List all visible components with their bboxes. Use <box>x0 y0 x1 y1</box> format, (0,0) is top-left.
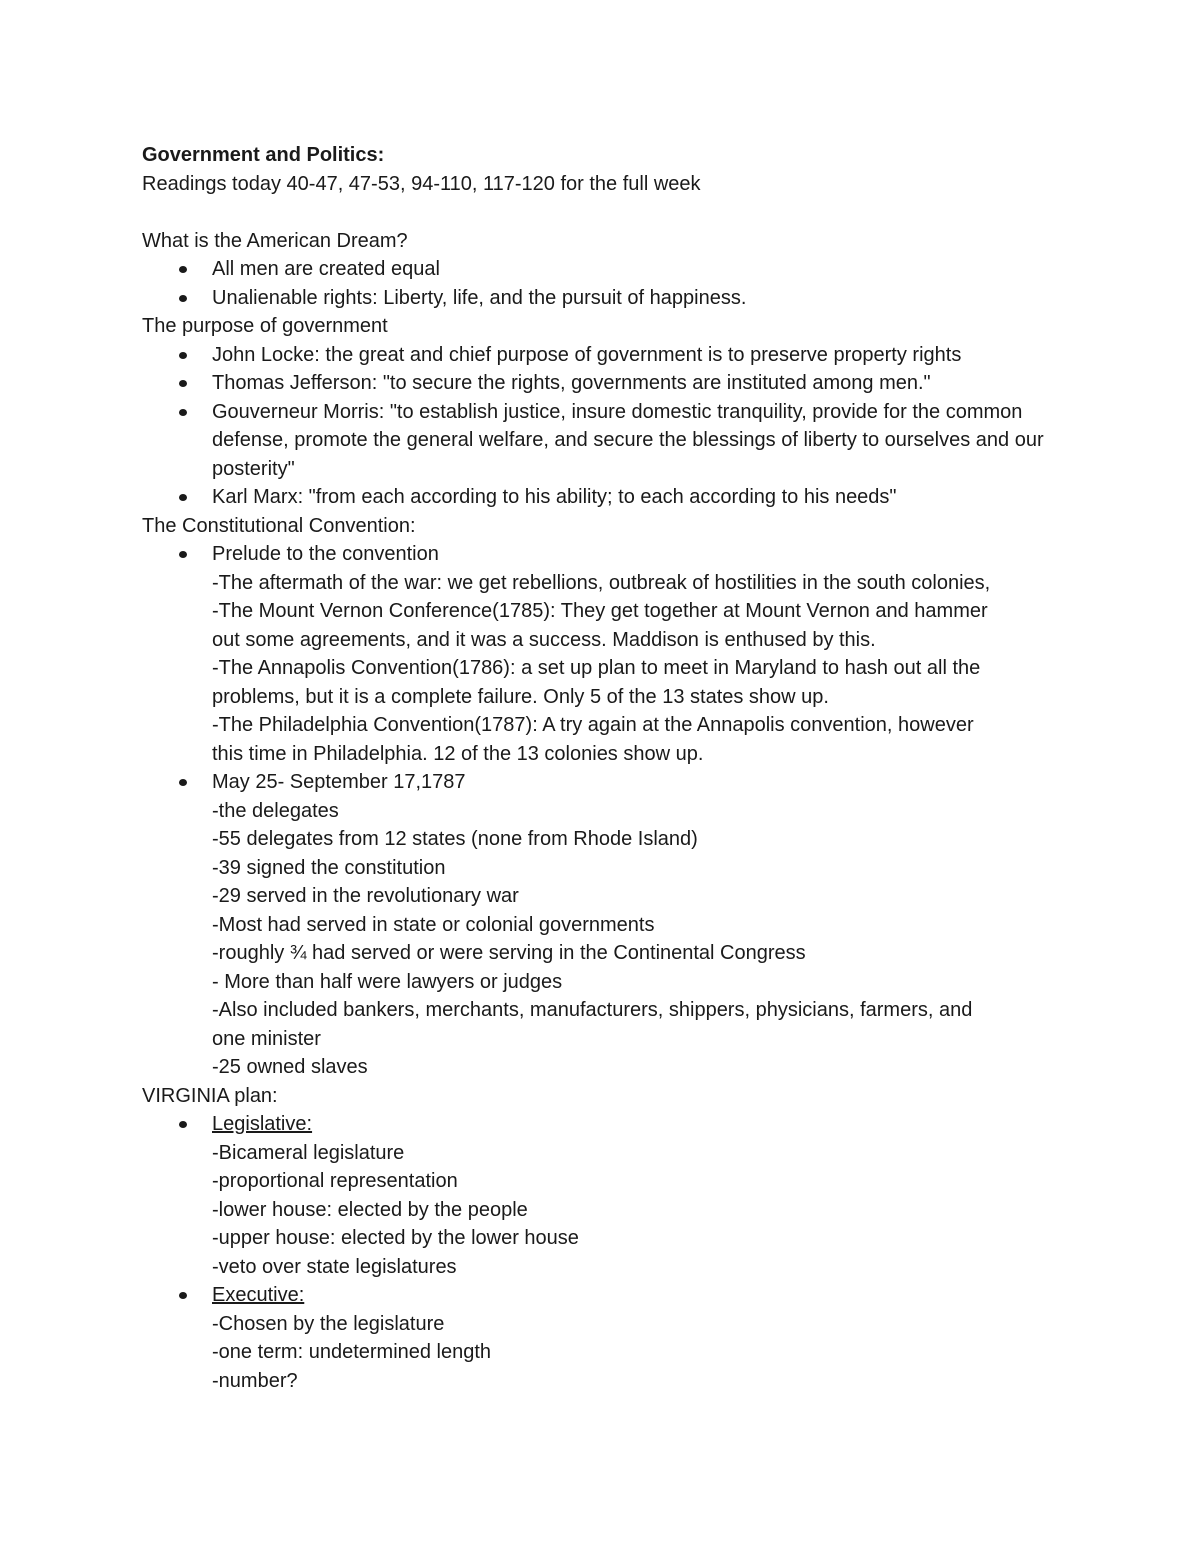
legislative-line: -veto over state legislatures <box>212 1255 457 1278</box>
bullet-icon <box>179 266 187 273</box>
bullet-icon <box>179 352 187 359</box>
delegates-line: -55 delegates from 12 states (none from Rhode Island) <box>212 828 698 850</box>
virginia-legislative-list <box>142 1110 1082 1139</box>
prelude-line: -The aftermath of the war: we get rebellions, outbreak of hostilities in the south colonies, <box>212 571 991 594</box>
delegates-line: -29 served in the revolutionary war <box>212 885 519 907</box>
list-item: All men are created equal <box>142 255 1082 284</box>
executive-line: -number? <box>212 1369 298 1392</box>
list-item: Unalienable rights: Liberty, life, and the pursuit of happiness. <box>142 284 1082 313</box>
purpose-list <box>142 341 1082 512</box>
bullet-icon <box>179 779 187 786</box>
list-item: Thomas Jefferson: "to secure the rights, governments are instituted among men." <box>142 369 1082 398</box>
prelude-line: -The Mount Vernon Conference(1785): They get together at Mount Vernon and hammer <box>212 600 988 622</box>
list-item: Legislative: <box>142 1110 1082 1139</box>
executive-line: -one term: undetermined length <box>212 1341 492 1363</box>
document-heading: Government and Politics: <box>142 144 385 166</box>
list-item: Gouverneur Morris: "to establish justice, insure domestic tranquility, provide for the common defense, promote the general welfare, and secure the blessings of liberty to ourselves and our posterity" <box>142 398 1082 484</box>
executive-line: -Chosen by the legislature <box>212 1312 445 1335</box>
prelude-line: -The Annapolis Convention(1786): a set up plan to meet in Maryland to hash out all the <box>212 657 981 679</box>
delegates-line: -39 signed the constitution <box>212 856 446 879</box>
bullet-icon <box>179 1121 187 1128</box>
legislative-line: -lower house: elected by the people <box>212 1198 528 1221</box>
delegates-line: -the delegates <box>212 799 339 822</box>
document-body <box>142 141 1082 1395</box>
prelude-line: out some agreements, and it was a success. Maddison is enthused by this. <box>212 628 876 651</box>
delegates-line: one minister <box>212 1027 321 1050</box>
dream-list <box>142 255 1082 312</box>
bullet-icon <box>179 295 187 302</box>
convention-dates-list <box>142 768 1082 797</box>
section-title-purpose: The purpose of government <box>142 315 388 337</box>
delegates-line: -Most had served in state or colonial governments <box>212 913 655 936</box>
prelude-line: this time in Philadelphia. 12 of the 13 colonies show up. <box>212 742 704 765</box>
convention-list <box>142 540 1082 569</box>
legislative-line: -proportional representation <box>212 1170 458 1192</box>
delegates-line: -25 owned slaves <box>212 1056 368 1078</box>
virginia-executive-list <box>142 1281 1082 1310</box>
section-title-virginia: VIRGINIA plan: <box>142 1084 278 1107</box>
bullet-icon <box>179 551 187 558</box>
list-item: John Locke: the great and chief purpose of government is to preserve property rights <box>142 341 1082 370</box>
section-title-dream: What is the American Dream? <box>142 229 408 252</box>
blank-line <box>142 198 1082 227</box>
prelude-line: -The Philadelphia Convention(1787): A try again at the Annapolis convention, however <box>212 714 974 736</box>
list-item: Prelude to the convention <box>142 540 1082 569</box>
bullet-icon <box>179 1292 187 1299</box>
legislative-line: -upper house: elected by the lower house <box>212 1227 579 1249</box>
list-item: Karl Marx: "from each according to his ability; to each according to his needs" <box>142 483 1082 512</box>
bullet-icon <box>179 409 187 416</box>
delegates-line: -roughly ¾ had served or were serving in the Continental Congress <box>212 942 806 964</box>
legislative-line: -Bicameral legislature <box>212 1141 405 1164</box>
bullet-icon <box>179 494 187 501</box>
delegates-line: -Also included bankers, merchants, manufacturers, shippers, physicians, farmers, and <box>212 999 973 1021</box>
bullet-icon <box>179 380 187 387</box>
section-title-convention: The Constitutional Convention: <box>142 514 416 537</box>
list-item: Executive: <box>142 1281 1082 1310</box>
list-item: May 25- September 17,1787 <box>142 768 1082 797</box>
readings-line: Readings today 40-47, 47-53, 94-110, 117-120 for the full week <box>142 172 701 195</box>
prelude-line: problems, but it is a complete failure. Only 5 of the 13 states show up. <box>212 685 829 708</box>
delegates-line: - More than half were lawyers or judges <box>212 970 563 993</box>
